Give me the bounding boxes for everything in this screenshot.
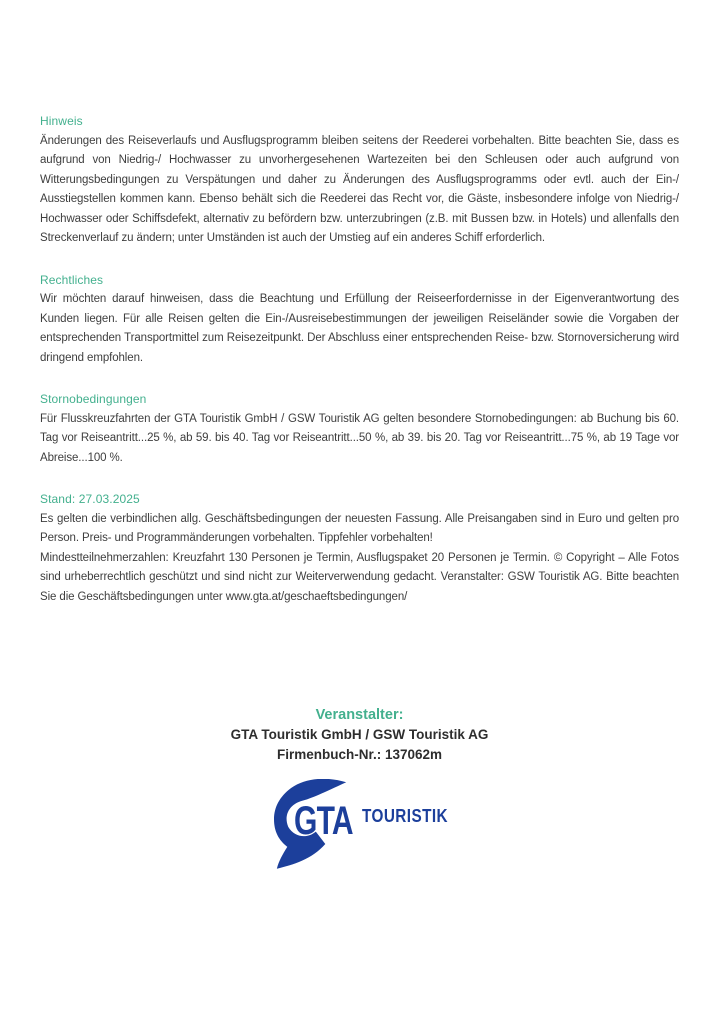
section-heading-stornobedingungen: Stornobedingungen: [40, 392, 147, 406]
section-paragraph: Wir möchten darauf hinweisen, dass die Beachtung und Erfüllung der Reiseerfordernisse in der Eigenverantwortung des Kunden liegen. Für alle Reisen gelten die Ein-/Ausreisebestimmungen der jeweiligen Reiseländer sowie die Vorgaben der entsprechenden Transportmittel zum Reisezeitpunkt. Der Abschluss einer entsprechenden Reise- bzw. Stornoversicherung wird dringend empfohlen.: [40, 293, 679, 364]
logo-text-gta: GTA: [293, 799, 353, 843]
section-stornobedingungen: [40, 390, 679, 468]
logo-text-touristik: TOURISTIK: [361, 806, 448, 826]
section-paragraph: Es gelten die verbindlichen allg. Geschäftsbedingungen der neuesten Fassung. Alle Preisangaben sind in Euro und gelten pro Person. Preis- und Programmänderungen vorbehalten. Tippfehler vorbehalten!: [40, 512, 679, 544]
section-paragraph: Mindestteilnehmerzahlen: Kreuzfahrt 130 Personen je Termin, Ausflugspaket 20 Personen je Termin. © Copyright – Alle Fotos sind urheberrechtlich geschützt und sind nicht zur Weiterverwendung gedacht. Veranstalter: GSW Touristik AG. Bitte beachten Sie die Geschäftsbedingungen unter www.gta.at/geschaeftsbedingungen/: [40, 551, 679, 603]
organizer-register-number: Firmenbuch-Nr.: 137062m: [276, 747, 443, 762]
section-paragraph: Änderungen des Reiseverlaufs und Ausflugsprogramm bleiben seitens der Reederei vorbehalten. Bitte beachten Sie, dass es aufgrund von Niedrig-/ Hochwasser zu unvorhergesehenen Wartezeiten bei den Schleusen oder auch aufgrund von Witterungsbedingungen zu Verspätungen und daher zu Änderungen des Ausflugsprogramms oder evtl. auch der Ein-/ Ausstiegstellen kommen kann. Ebenso behält sich die Reederei das Recht vor, die Gäste, insbesondere infolge von Niedrig-/ Hochwasser oder Schiffsdefekt, alternativ zu befördern bzw. unterzubringen (z.B. mit Bussen bzw. in Hotels) und allenfalls den Streckenverlauf zu ändern; unter Umständen ist auch der Umstieg auf ein anderes Schiff erforderlich.: [40, 134, 679, 244]
section-hinweis: [40, 112, 679, 249]
organizer-company: GTA Touristik GmbH / GSW Touristik AG: [230, 727, 489, 742]
section-stand: [40, 490, 679, 607]
organizer-label: Veranstalter:: [315, 707, 404, 723]
section-rechtliches: [40, 271, 679, 369]
section-heading-rechtliches: Rechtliches: [40, 272, 104, 287]
organizer-block: [40, 705, 679, 765]
section-heading-hinweis: Hinweis: [40, 114, 83, 128]
section-paragraph: Für Flusskreuzfahrten der GTA Touristik GmbH / GSW Touristik AG gelten besondere Stornobedingungen: ab Buchung bis 60. Tag vor Reiseantritt...25 %, ab 59. bis 40. Tag vor Reiseantritt...50 %, ab 39. bis 20. Tag vor Reiseantritt...75 %, ab 19 Tage vor Abreise...100 %.: [40, 412, 679, 464]
section-heading-stand: Stand: 27.03.2025: [40, 492, 140, 506]
gta-touristik-logo: [274, 779, 446, 871]
